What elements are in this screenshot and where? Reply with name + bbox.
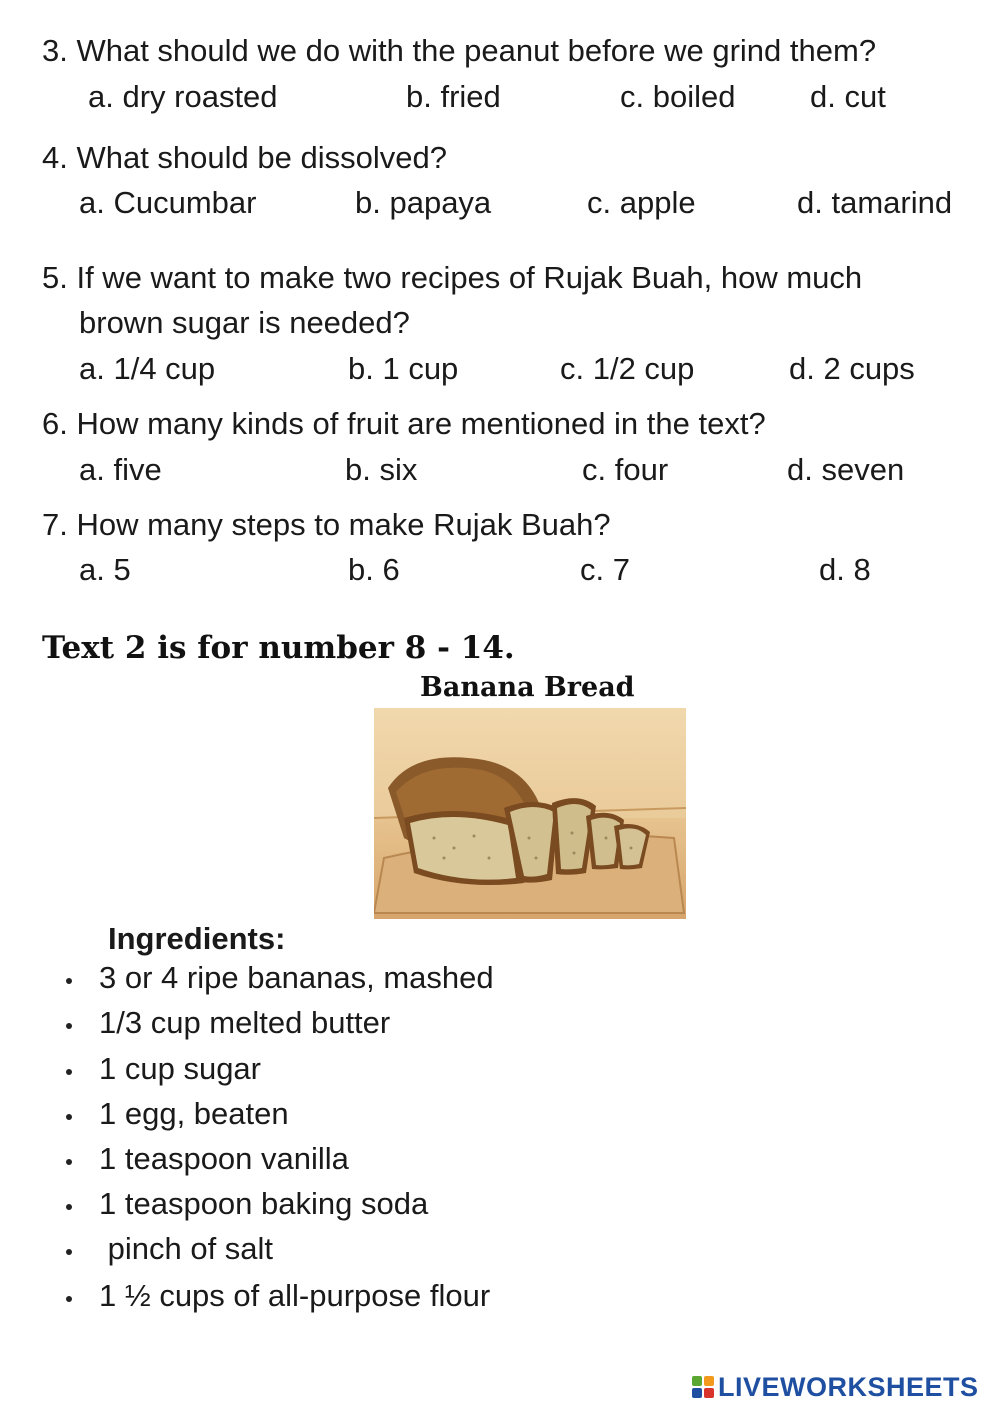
- bullet-dot: [66, 1023, 72, 1029]
- question-3-option-a[interactable]: a. dry roasted: [88, 79, 278, 114]
- bullet-dot: [66, 1159, 72, 1165]
- ingredient-item: 1 teaspoon baking soda: [99, 1186, 429, 1221]
- question-5-option-b[interactable]: b. 1 cup: [348, 351, 459, 386]
- bullet-dot: [66, 978, 72, 984]
- bullet-dot: [66, 1249, 72, 1255]
- logo-mark-icon: [692, 1376, 714, 1398]
- question-4-option-d[interactable]: d. tamarind: [797, 185, 953, 220]
- bullet-dot: [66, 1114, 72, 1120]
- question-7-option-c[interactable]: c. 7: [580, 552, 630, 587]
- ingredient-item: 1/3 cup melted butter: [99, 1005, 391, 1040]
- bullet-dot: [66, 1204, 72, 1210]
- ingredient-item: 1 cup sugar: [99, 1051, 261, 1086]
- question-5-option-d[interactable]: d. 2 cups: [789, 351, 915, 386]
- question-3-option-c[interactable]: c. boiled: [620, 79, 736, 114]
- question-6-option-d[interactable]: d. seven: [787, 452, 905, 487]
- liveworksheets-logo[interactable]: [692, 1372, 979, 1402]
- bullet-dot: [66, 1296, 72, 1302]
- question-3-option-d[interactable]: d. cut: [810, 79, 886, 114]
- question-5-option-c[interactable]: c. 1/2 cup: [560, 351, 695, 386]
- ingredient-item: 1 egg, beaten: [99, 1096, 289, 1131]
- recipe-title: Banana Bread: [420, 672, 635, 703]
- question-7-option-b[interactable]: b. 6: [348, 552, 400, 587]
- question-6-text: 6. How many kinds of fruit are mentioned in the text?: [42, 406, 766, 441]
- question-4-option-c[interactable]: c. apple: [587, 185, 696, 220]
- ingredient-item: pinch of salt: [99, 1231, 274, 1266]
- question-7-option-d[interactable]: d. 8: [819, 552, 871, 587]
- question-6-option-a[interactable]: a. five: [79, 452, 162, 487]
- ingredients-title: Ingredients:: [108, 921, 286, 956]
- question-7-text: 7. How many steps to make Rujak Buah?: [42, 507, 611, 542]
- question-5-text-line2: brown sugar is needed?: [79, 305, 410, 340]
- banana-bread-photo: [374, 708, 686, 919]
- question-3-option-b[interactable]: b. fried: [406, 79, 501, 114]
- ingredient-item: 1 ½ cups of all-purpose flour: [99, 1278, 491, 1313]
- ingredient-item: 1 teaspoon vanilla: [99, 1141, 349, 1176]
- question-4-option-a[interactable]: a. Cucumbar: [79, 185, 257, 220]
- question-3-text: 3. What should we do with the peanut before we grind them?: [42, 33, 877, 68]
- question-6-option-b[interactable]: b. six: [345, 452, 418, 487]
- ingredient-item: 3 or 4 ripe bananas, mashed: [99, 960, 494, 995]
- question-5-text-line1: 5. If we want to make two recipes of Rujak Buah, how much: [42, 260, 863, 295]
- section-heading: Text 2 is for number 8 - 14.: [42, 630, 515, 666]
- question-4-option-b[interactable]: b. papaya: [355, 185, 492, 220]
- question-6-option-c[interactable]: c. four: [582, 452, 669, 487]
- question-5-option-a[interactable]: a. 1/4 cup: [79, 351, 216, 386]
- question-7-option-a[interactable]: a. 5: [79, 552, 131, 587]
- logo-text: LIVEWORKSHEETS: [718, 1371, 979, 1402]
- question-4-text: 4. What should be dissolved?: [42, 140, 447, 175]
- bullet-dot: [66, 1069, 72, 1075]
